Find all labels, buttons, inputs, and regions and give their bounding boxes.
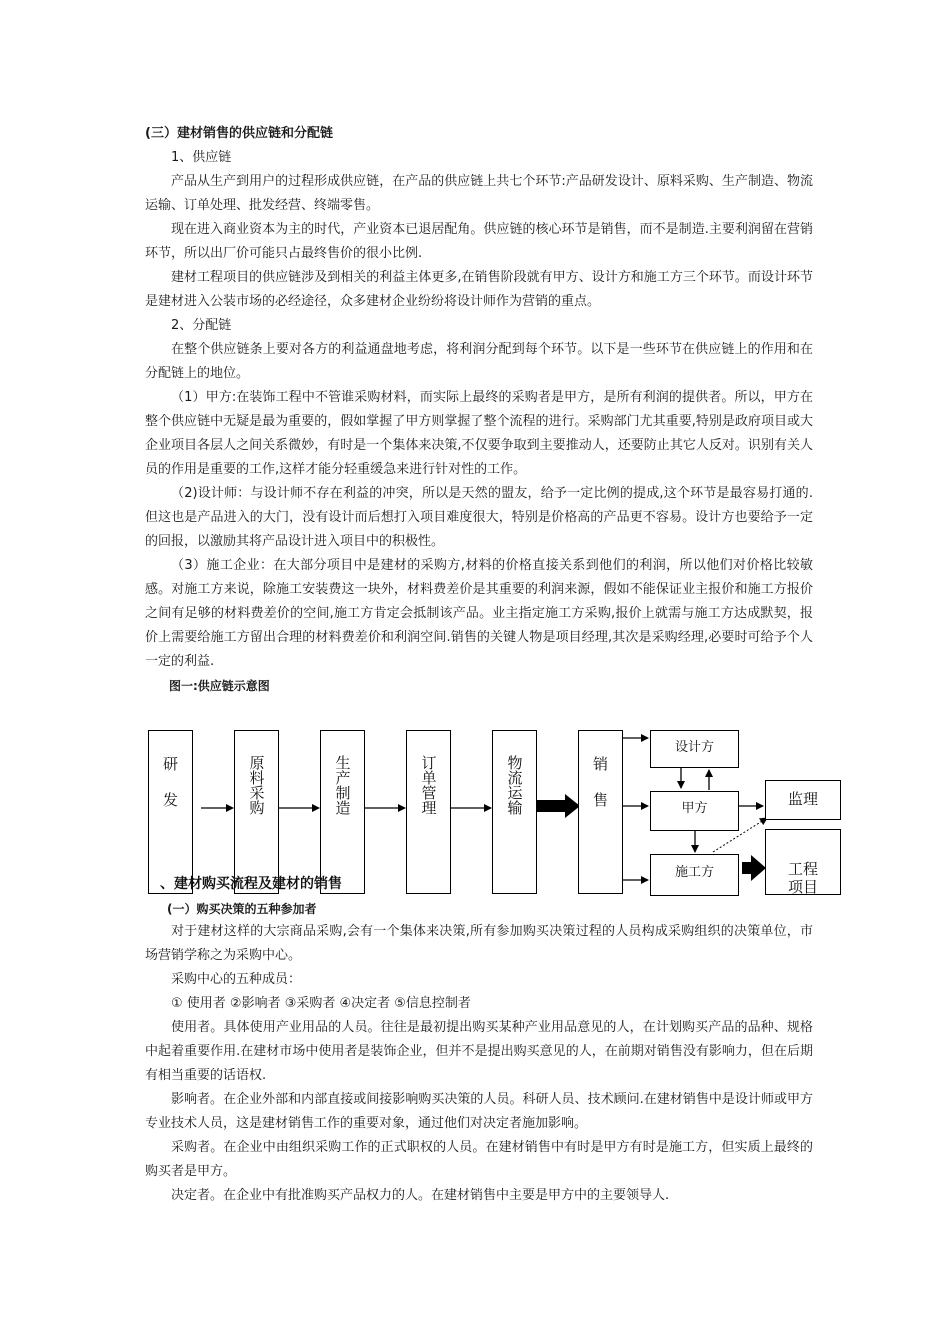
members-list: ① 使用者 ②影响者 ③采购者 ④决定者 ⑤信息控制者 <box>171 996 471 1011</box>
section-supply-chain <box>145 122 813 696</box>
paragraph: （1）甲方:在装饰工程中不管谁采购材料，而实际上最终的采购者是甲方，是所有利润的提供者。所以，甲方在整个供应链中无疑是最为重要的，假如掌握了甲方则掌握了整个流程的进行。采购部门尤其重要,特别是政府项目或大企业项目各层人之间关系微妙，有时是一个集体来决策,不仅要争取到主要推动人，还要防止其它人反对。识别有关人员的作用是重要的工作,这样才能分轻重缓急来进行针对性的工作。 <box>145 390 813 477</box>
section-title: (三）建材销售的供应链和分配链 <box>145 126 333 141</box>
node-rd: 研 发 <box>148 730 193 894</box>
node-design-party: 设计方 <box>650 730 739 768</box>
thick-arrow-5-6 <box>536 794 580 818</box>
section2-title: (一）购买决策的五种参加者 <box>167 902 317 916</box>
node-party-a: 甲方 <box>650 791 739 831</box>
paragraph: 对于建材这样的大宗商品采购,会有一个集体来决策,所有参加购买决策过程的人员构成采购组织的决策单位，市场营销学称之为采购中心。 <box>145 924 813 963</box>
paragraph: （2)设计师：与设计师不存在利益的冲突，所以是天然的盟友，给予一定比例的提成,这个环节是最容易打通的.但这也是产品进入的大门，没有设计而后想打入项目难度很大，特别是价格高的产品更不容易。设计方也要给予一定的回报，以激励其将产品设计进入项目中的积极性。 <box>145 486 813 549</box>
paragraph: 使用者。具体使用产业用品的人员。往往是最初提出购买某种产业用品意见的人，在计划购买产品的品种、规格中起着重要作用.在建材市场中使用者是装饰企业，但并不是提出购买意见的人，在前期对销售没有影响力，但在后期有相当重要的话语权. <box>145 1020 813 1083</box>
subheading-supply-chain: 1、供应链 <box>171 150 232 165</box>
subheading-distribution-chain: 2、分配链 <box>171 318 232 333</box>
paragraph: （3）施工企业：在大部分项目中是建材的采购方,材料的价格直接关系到他们的利润，所以他们对价格比较敏感。对施工方来说，除施工安装费这一块外，材料费差价是其重要的利润来源，假如不能保证业主报价和施工方报价之间有足够的材料费差价的空间,施工方肯定会抵制该产品。业主指定施工方采购,报价上就需与施工方达成默契，报价上需要给施工方留出合理的材料费差价和利润空间.销售的关键人物是项目经理,其次是采购经理,必要时可给予个人一定的利益. <box>145 558 813 669</box>
paragraph: 采购中心的五种成员： <box>171 972 302 987</box>
paragraph: 决定者。在企业中有批准购买产品权力的人。在建材销售中主要是甲方中的主要领导人. <box>171 1188 670 1203</box>
paragraph: 产品从生产到用户的过程形成供应链，在产品的供应链上共七个环节:产品研发设计、原料采购、生产制造、物流运输、订单处理、批发经营、终端零售。 <box>145 174 813 213</box>
overlapped-heading: 、建材购买流程及建材的销售 <box>160 876 342 892</box>
paragraph: 在整个供应链条上要对各方的利益通盘地考虑，将利润分配到每个环节。以下是一些环节在供应链上的作用和在分配链上的地位。 <box>145 342 813 381</box>
section-buying-decision <box>145 898 813 1208</box>
node-logistics: 物流运输 <box>492 730 537 894</box>
node-sales: 销 售 <box>578 730 623 894</box>
figure-title: 图一:供应链示意图 <box>169 679 270 693</box>
node-supervision: 监理 <box>765 780 841 820</box>
node-construction-party: 施工方 <box>650 854 739 896</box>
node-manufacturing: 生产制造 <box>320 730 365 894</box>
paragraph: 采购者。在企业中由组织采购工作的正式职权的人员。在建材销售中有时是甲方有时是施工方，但实质上最终的购买者是甲方。 <box>145 1140 813 1179</box>
paragraph: 影响者。在企业外部和内部直接或间接影响购买决策的人员。科研人员、技术顾问.在建材销售中是设计师或甲方专业技术人员，这是建材销售工作的重要对象，通过他们对决定者施加影响。 <box>145 1092 813 1131</box>
node-project: 工程 项目 <box>765 829 841 895</box>
paragraph: 建材工程项目的供应链涉及到相关的利益主体更多,在销售阶段就有甲方、设计方和施工方三个环节。而设计环节是建材进入公装市场的必经途径，众多建材企业纷纷将设计师作为营销的重点。 <box>145 270 813 309</box>
paragraph: 现在进入商业资本为主的时代，产业资本已退居配角。供应链的核心环节是销售，而不是制造.主要利润留在营销环节，所以出厂价可能只占最终售价的很小比例. <box>145 222 813 261</box>
node-raw-material-procurement: 原料采购 <box>234 730 279 894</box>
thick-arrow-construction-project <box>742 855 766 881</box>
node-order-management: 订单管理 <box>406 730 451 894</box>
